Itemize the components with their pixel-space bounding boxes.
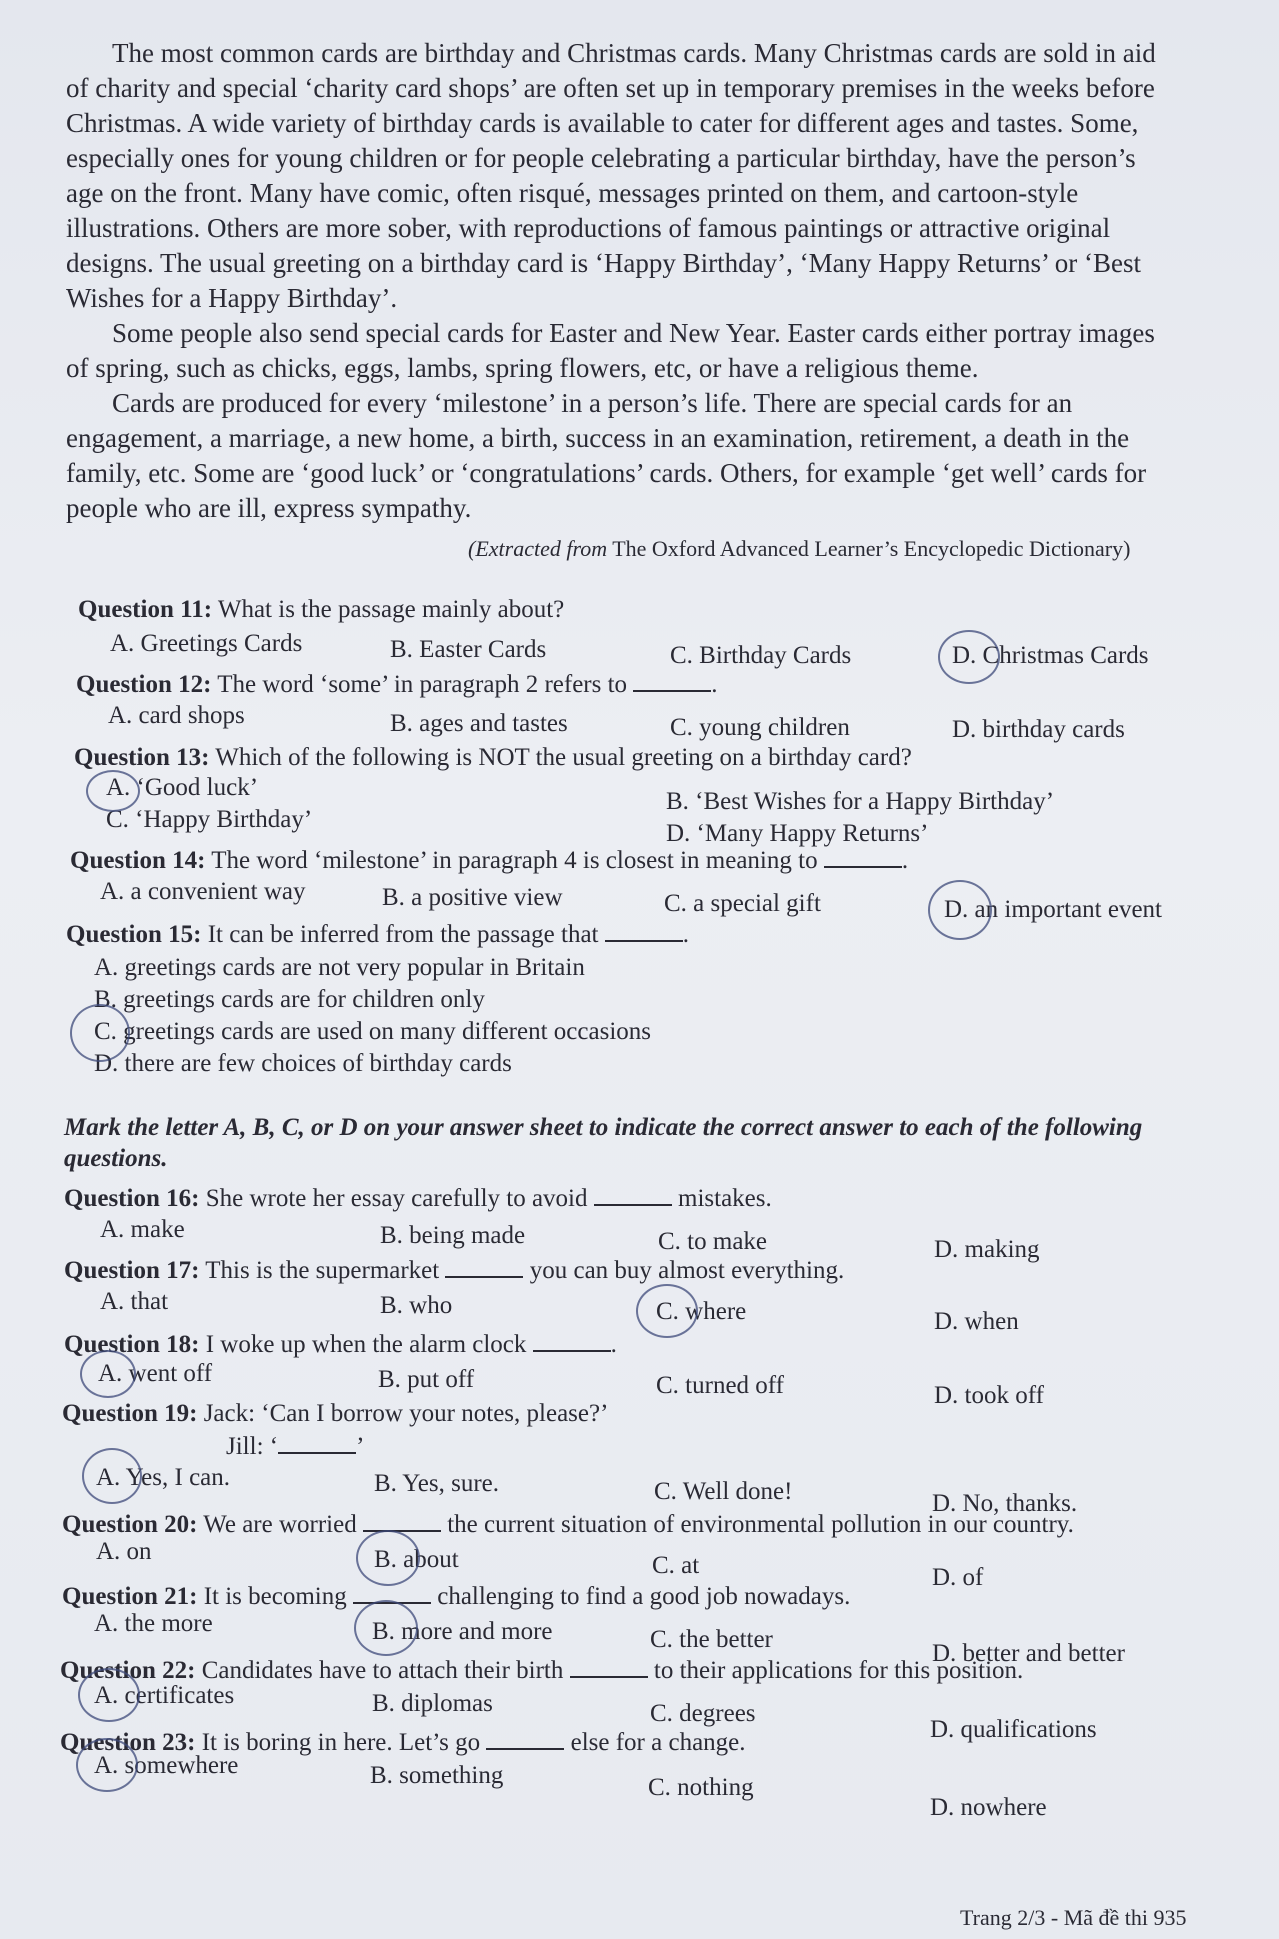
answer-blank [824, 846, 902, 868]
option-d[interactable]: D. there are few choices of birthday cards [94, 1050, 512, 1077]
question-text-after: you can buy almost everything. [529, 1257, 845, 1284]
option-a[interactable]: A. make [100, 1216, 185, 1243]
passage-line: engagement, a marriage, a new home, a birth, success in an examination, retirement, a death in the [66, 423, 1130, 453]
instruction: Mark the letter A, B, C, or D on your answer sheet to indicate the correct answer to each of the following questions. [64, 1114, 1143, 1172]
answer-blank [570, 1656, 648, 1678]
question-text: Which of the following is NOT the usual greeting on a birthday card? [215, 744, 912, 771]
answer-blank [363, 1510, 441, 1532]
answer-mark [76, 1738, 138, 1792]
question-19 [62, 1400, 608, 1428]
question-label: Question 19: [62, 1400, 198, 1427]
answer-mark [78, 1668, 140, 1722]
option-b[interactable]: B. Yes, sure. [374, 1470, 500, 1497]
passage-line: family, etc. Some are ‘good luck’ or ‘congratulations’ cards. Others, for example ‘get well’ cards for [66, 458, 1147, 488]
question-label: Question 16: [64, 1185, 200, 1212]
question-20 [62, 1510, 1074, 1539]
passage-line: age on the front. Many have comic, often risqué, messages printed on them, and cartoon-style [66, 178, 1079, 208]
option-c[interactable]: C. where [656, 1298, 747, 1325]
answer-blank [605, 920, 683, 942]
option-a[interactable]: A. certificates [94, 1682, 235, 1709]
question-17 [64, 1256, 844, 1285]
question-text: Candidates have to attach their birth [201, 1657, 564, 1684]
question-text: She wrote her essay carefully to avoid [205, 1185, 588, 1212]
option-c[interactable]: C. greetings cards are used on many different occasions [94, 1018, 651, 1045]
question-16 [64, 1184, 772, 1213]
option-b[interactable]: B. more and more [372, 1618, 553, 1645]
option-b[interactable]: B. put off [378, 1366, 475, 1393]
answer-mark [354, 1600, 418, 1656]
passage-line: The most common cards are birthday and Christmas cards. Many Christmas cards are sold in aid [112, 38, 1156, 68]
option-b[interactable]: B. a positive view [382, 884, 563, 911]
question-label: Question 15: [66, 921, 202, 948]
question-label: Question 18: [64, 1331, 200, 1358]
option-b[interactable]: B. diplomas [372, 1690, 493, 1717]
option-c[interactable]: C. nothing [648, 1774, 754, 1801]
answer-mark [86, 770, 140, 812]
answer-mark [356, 1530, 420, 1586]
question-label: Question 11: [78, 596, 213, 623]
option-d[interactable]: D. birthday cards [952, 716, 1125, 743]
passage-line: illustrations. Others are more sober, with reproductions of famous paintings or attractive original [66, 213, 1111, 243]
question-11 [78, 596, 564, 624]
passage-line: Some people also send special cards for Easter and New Year. Easter cards either portray images [112, 318, 1155, 348]
option-b[interactable]: B. who [380, 1292, 453, 1319]
question-15: Question 15: It can be inferred from the passage that . [66, 921, 689, 948]
question-label: Question 21: [62, 1583, 198, 1610]
answer-mark [938, 630, 1000, 684]
option-c[interactable]: C. ‘Happy Birthday’ [106, 806, 313, 833]
question-21 [62, 1582, 850, 1611]
passage-line: of charity and special ‘charity card shops’ are often set up in temporary premises in the weeks before [66, 73, 1155, 103]
answer-blank [486, 1728, 564, 1750]
option-a[interactable]: A. on [96, 1538, 152, 1565]
option-d[interactable]: D. Christmas Cards [952, 642, 1149, 669]
passage-line: especially ones for young children or for people celebrating a particular birthday, have the person’s [66, 143, 1136, 173]
answer-blank [445, 1256, 523, 1278]
option-a[interactable]: A. a convenient way [100, 878, 306, 905]
option-a[interactable]: A. card shops [108, 702, 245, 729]
option-b[interactable]: B. being made [380, 1222, 526, 1249]
option-b[interactable]: B. something [370, 1762, 504, 1789]
question-text-after: to their applications for this position. [653, 1657, 1024, 1684]
option-d[interactable]: D. qualifications [930, 1716, 1097, 1743]
option-a[interactable]: A. went off [98, 1360, 213, 1387]
passage-line: people who are ill, express sympathy. [66, 493, 472, 523]
question-text: We are worried [203, 1511, 357, 1538]
question-label: Question 17: [64, 1257, 200, 1284]
option-b[interactable]: B. ages and tastes [390, 710, 568, 737]
question-19-reply: Jill: ‘ ’ [226, 1433, 365, 1460]
option-b[interactable]: B. about [374, 1546, 459, 1573]
option-c[interactable]: C. Birthday Cards [670, 642, 852, 669]
answer-blank [278, 1432, 356, 1454]
option-b[interactable]: B. ‘Best Wishes for a Happy Birthday’ [666, 788, 1055, 815]
answer-mark [70, 1004, 130, 1062]
question-text: It is boring in here. Let’s go [201, 1729, 481, 1756]
question-label: Question 14: [70, 847, 206, 874]
question-text-after: challenging to find a good job nowadays. [437, 1583, 851, 1610]
source-title: The Oxford Advanced Learner’s Encyclopedic Dictionary) [607, 536, 1131, 561]
question-label: Question 13: [74, 744, 210, 771]
option-c[interactable]: C. at [652, 1552, 700, 1579]
option-a[interactable]: A. ‘Good luck’ [106, 774, 259, 801]
option-d[interactable]: D. making [934, 1236, 1040, 1263]
answer-mark [80, 1350, 136, 1398]
question-label: Question 22: [60, 1657, 196, 1684]
option-d[interactable]: D. of [932, 1564, 984, 1591]
answer-mark [82, 1448, 142, 1504]
question-text: The word ‘some’ in paragraph 2 refers to [217, 671, 628, 698]
question-label: Question 23: [60, 1729, 196, 1756]
option-a[interactable]: A. that [100, 1288, 169, 1315]
page-footer: Trang 2/3 - Mã đề thi 935 [960, 1905, 1187, 1930]
passage-line: Cards are produced for every ‘milestone’ in a person’s life. There are special cards for an [112, 388, 1073, 418]
option-c[interactable]: C. to make [658, 1228, 768, 1255]
option-a[interactable]: A. the more [94, 1610, 213, 1637]
source-prefix: (Extracted from [468, 536, 608, 561]
question-text: Jack: ‘Can I borrow your notes, please?’ [203, 1400, 609, 1427]
question-label: Question 12: [76, 671, 212, 698]
passage-line: of spring, such as chicks, eggs, lambs, spring flowers, etc, or have a religious theme. [66, 353, 979, 383]
question-text-after: mistakes. [678, 1185, 772, 1212]
option-a[interactable]: A. Yes, I can. [96, 1464, 231, 1491]
option-c[interactable]: C. turned off [656, 1372, 784, 1399]
question-13 [74, 744, 912, 772]
option-d[interactable]: D. an important event [944, 896, 1162, 923]
option-d[interactable]: D. took off [934, 1382, 1044, 1409]
option-c[interactable]: C. degrees [650, 1700, 756, 1727]
passage-line: Wishes for a Happy Birthday’. [66, 283, 398, 313]
option-b[interactable]: B. greetings cards are for children only [94, 986, 485, 1013]
question-text-after: the current situation of environmental pollution in our country. [447, 1511, 1074, 1538]
option-d[interactable]: D. when [934, 1308, 1019, 1335]
answer-mark [636, 1284, 698, 1338]
passage-line: designs. The usual greeting on a birthday card is ‘Happy Birthday’, ‘Many Happy Returns’ or ‘Best [66, 248, 1142, 278]
answer-blank [533, 1330, 611, 1352]
option-d[interactable]: D. nowhere [930, 1794, 1047, 1821]
option-c[interactable]: C. the better [650, 1626, 773, 1653]
option-d[interactable]: D. No, thanks. [932, 1490, 1078, 1517]
passage-source [468, 536, 1130, 562]
question-label: Question 20: [62, 1511, 198, 1538]
passage-line: Christmas. A wide variety of birthday cards is available to cater for different ages and tastes. Some, [66, 108, 1139, 138]
question-text: What is the passage mainly about? [217, 596, 565, 623]
option-a[interactable]: A. Greetings Cards [110, 630, 303, 657]
question-12: Question 12: The word ‘some’ in paragraph 2 refers to . [76, 671, 718, 698]
question-22 [60, 1656, 1023, 1685]
reading-passage [66, 36, 1279, 526]
answer-blank [594, 1184, 672, 1206]
question-18: Question 18: I woke up when the alarm clock . [64, 1331, 617, 1358]
question-text: This is the supermarket [205, 1257, 440, 1284]
question-text: It can be inferred from the passage that [207, 921, 599, 948]
question-text: The word ‘milestone’ in paragraph 4 is closest in meaning to [211, 847, 818, 874]
option-a[interactable]: A. greetings cards are not very popular in Britain [94, 954, 585, 981]
option-d[interactable]: D. better and better [932, 1640, 1125, 1667]
answer-blank [633, 670, 711, 692]
answer-mark [928, 880, 992, 940]
question-text: It is becoming [203, 1583, 347, 1610]
option-b[interactable]: B. Easter Cards [390, 636, 547, 663]
option-c[interactable]: C. young children [670, 714, 850, 741]
option-c[interactable]: C. Well done! [654, 1478, 793, 1505]
question-text: I woke up when the alarm clock [205, 1331, 527, 1358]
reply-prefix: Jill: ‘ [226, 1433, 279, 1460]
option-a[interactable]: A. somewhere [94, 1752, 239, 1779]
option-c[interactable]: C. a special gift [664, 890, 821, 917]
option-d[interactable]: D. ‘Many Happy Returns’ [666, 820, 929, 847]
question-14: Question 14: The word ‘milestone’ in paragraph 4 is closest in meaning to . [70, 847, 909, 874]
question-text-after: else for a change. [570, 1729, 746, 1756]
